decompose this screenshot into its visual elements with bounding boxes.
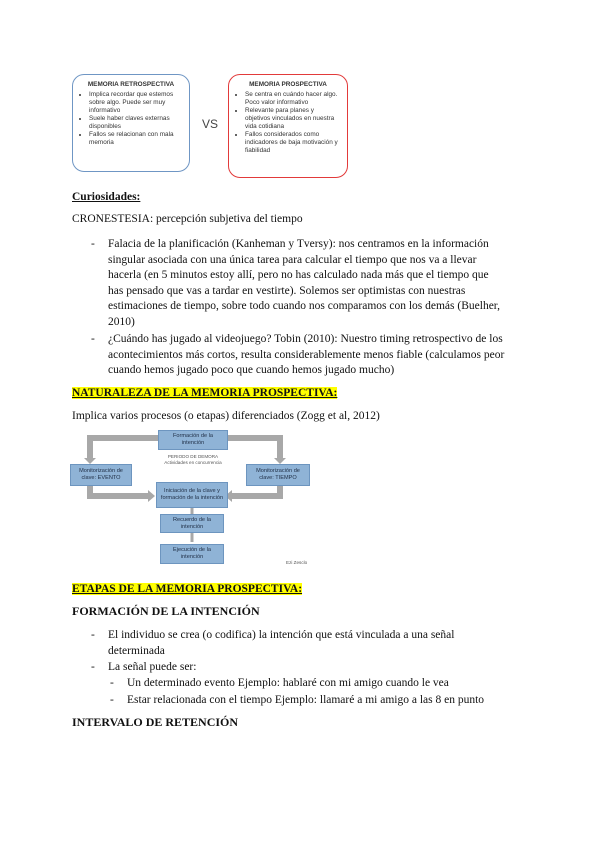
dash-bullet: - (91, 333, 95, 345)
diagram-credit: Ezi Zesclo (286, 560, 308, 565)
list-item-line: acontecimientos más cortos, resulta considerablemente menos fiable (calculamos peor (108, 348, 505, 361)
list-item-line: ¿Cuándo has jugado al videojuego? Tobin (2010): Nuestro timing retrospectivo de los (108, 333, 503, 345)
list-item-line: Falacia de la planificación (Kanheman y Tversy): nos centramos en la información (108, 238, 489, 250)
retrospective-memory-box (72, 74, 190, 172)
prospective-memory-box (228, 74, 348, 178)
highlighted-heading: NATURALEZA DE LA MEMORIA PROSPECTIVA: (72, 387, 338, 399)
dash-bullet: - (110, 694, 114, 706)
diagram-box-monitor-evento: Monitorización de clave: EVENTO (70, 464, 132, 486)
list-item: • Relevante para planes y objetivos vinculados en nuestra vida cotidiana (245, 107, 339, 131)
retrospective-title: MEMORIA RETROSPECTIVA (87, 81, 175, 88)
dash-bullet: - (110, 677, 114, 689)
diagram-box-monitor-tiempo: Monitorización de clave: TIEMPO (246, 464, 310, 486)
arrow-right-top (228, 438, 280, 460)
list-item-line: Un determinado evento Ejemplo: hablaré con mi amigo cuando le vea (127, 677, 449, 689)
list-item: • Fallos considerados como indicadores de baja motivación y fiabilidad (245, 131, 339, 155)
list-item: • Fallos se relacionan con mala memoria (89, 131, 181, 147)
cronestesia-line: CRONESTESIA: percepción subjetiva del tiempo (72, 213, 303, 225)
formacion-heading: FORMACIÓN DE LA INTENCIÓN (72, 604, 260, 618)
diagram-periodo-label: PERIODO DE DEMORA Actividades en concurrencia (164, 454, 222, 465)
list-item-line: singular asociada con una única tarea para calcular el tiempo que nos va a llevar (108, 253, 477, 266)
list-item-line: Estar relacionada con el tiempo Ejemplo: llamaré a mi amigo a las 8 en punto (127, 694, 485, 706)
dash-bullet: - (91, 629, 95, 641)
list-item (91, 628, 528, 659)
sub-list-item (110, 693, 527, 709)
versus-label: VS (202, 117, 219, 131)
process-diagram (70, 430, 310, 570)
retrospective-list (81, 91, 181, 147)
prospective-title: MEMORIA PROSPECTIVA (249, 81, 327, 88)
list-item-line: cuando hemos jugado poco que cuando hemos jugado mucho) (108, 364, 395, 376)
naturaleza-intro: Implica varios procesos (o etapas) diferenciados (Zogg et al, 2012) (72, 410, 380, 422)
diagram-box-iniciacion: Iniciación de la clave y formación de la intención (156, 482, 228, 508)
highlighted-heading: ETAPAS DE LA MEMORIA PROSPECTIVA: (72, 583, 303, 595)
list-item (91, 332, 528, 379)
arrow-right-bottom (230, 485, 280, 496)
list-item: • Implica recordar que estemos sobre algo. Puede ser muy informativo (89, 91, 181, 115)
dash-bullet: - (91, 661, 95, 673)
list-item-line: hacerla (en 5 minutos estoy allí, pero no has calculado nada más que el tiempo que (108, 269, 489, 281)
list-item-line: estimaciones de tiempo, sobre todo cuando nos comparamos con los demás (Buelher, (108, 300, 501, 312)
curiosidades-heading: Curiosidades: (72, 191, 141, 203)
dash-bullet: - (91, 238, 95, 250)
list-item: • Suele haber claves externas disponibles (89, 115, 181, 131)
list-item-line: El individuo se crea (o codifica) la intención que está vinculada a una señal (108, 629, 455, 641)
arrowhead-icon (148, 490, 155, 502)
list-item: • Se centra en cuándo hacer algo. Poco valor informativo (245, 91, 339, 107)
list-item (91, 237, 528, 330)
list-item-line: La señal puede ser: (108, 661, 197, 673)
list-item-line: 2010) (108, 315, 135, 328)
naturaleza-heading (72, 386, 337, 402)
arrow-left-top (90, 438, 158, 460)
diagram-box-ejecucion: Ejecución de la intención (160, 544, 224, 564)
arrow-left-bottom (90, 485, 150, 496)
diagram-box-formacion: Formación de la intención (158, 430, 228, 450)
list-item-line: determinada (108, 644, 165, 657)
sub-list-item (110, 676, 527, 692)
diagram-box-recuerdo: Recuerdo de la intención (160, 514, 224, 533)
etapas-heading-wrap (72, 582, 302, 598)
intervalo-heading: INTERVALO DE RETENCIÓN (72, 715, 239, 729)
list-item (91, 660, 528, 676)
list-item-line: has pensado que vas a tardar en vestirte). Solemos ser optimistas con nuestras (108, 284, 466, 297)
prospective-list (237, 91, 339, 155)
